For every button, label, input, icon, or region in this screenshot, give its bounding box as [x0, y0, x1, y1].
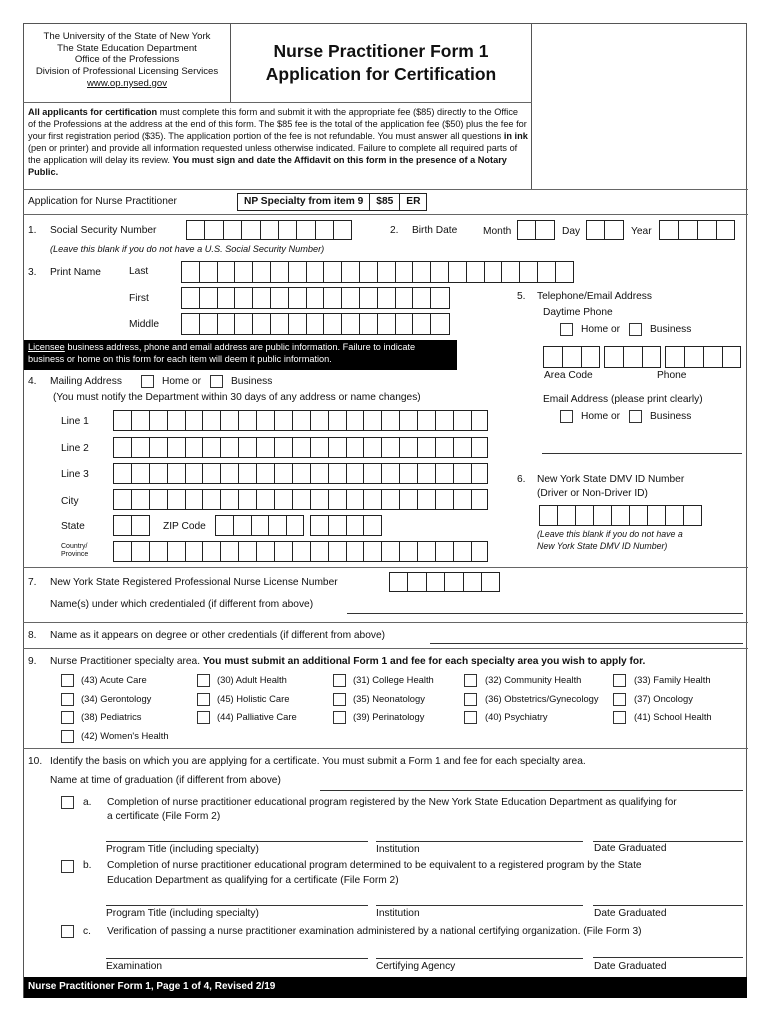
basis-a-text: a certificate (File Form 2): [107, 811, 221, 822]
dmv-id-input[interactable]: [539, 505, 702, 526]
basis-b-text: Completion of nurse practitioner educational program determined to be equivalent to a registered program by the State: [107, 860, 642, 871]
dmv-note-line1: (Leave this blank if you do not have a: [537, 529, 683, 539]
state-input[interactable]: [113, 515, 150, 536]
basis-a-col-label: Date Graduated: [594, 843, 667, 854]
basis-a-institution-input[interactable]: [376, 841, 583, 842]
country-label-line2: Province: [61, 550, 89, 558]
item-number: 4.: [28, 376, 37, 387]
specialty-label-bold: You must submit an additional Form 1 and fee for each specialty area you wish to apply for.: [202, 656, 646, 667]
ssn-input[interactable]: [186, 220, 352, 240]
specialty-checkbox-family-health[interactable]: [613, 674, 626, 687]
intro-bold-lead: All applicants for certification: [28, 107, 158, 117]
specialty-checkbox-holistic-care[interactable]: [197, 693, 210, 706]
specialty-checkbox-oncology[interactable]: [613, 693, 626, 706]
mailing-home-checkbox[interactable]: [141, 375, 154, 388]
mailing-business-label: Business: [231, 376, 273, 387]
basis-c-checkbox[interactable]: [61, 925, 74, 938]
address-change-note: (You must notify the Department within 30 days of any address or name changes): [53, 392, 421, 403]
phone-business-label: Business: [650, 324, 692, 335]
basis-label: Identify the basis on which you are applying for a certificate. You must submit a Form 1 and fee for each specialty area.: [50, 756, 586, 767]
specialty-label: (40) Psychiatry: [485, 711, 548, 722]
birth-month-input[interactable]: [517, 220, 555, 240]
basis-a-text: Completion of nurse practitioner educational program registered by the New York State Education Department as qualifying for: [107, 797, 677, 808]
dmv-note-line2: New York State DMV ID Number): [537, 541, 668, 551]
area-code-input[interactable]: [543, 346, 600, 368]
basis-b-text: Education Department as qualifying for a certificate (File Form 2): [107, 875, 399, 886]
section-rule-10: [23, 748, 748, 749]
specialty-label: (36) Obstetrics/Gynecology: [485, 693, 599, 704]
basis-a-letter: a.: [83, 797, 92, 808]
basis-a-checkbox[interactable]: [61, 796, 74, 809]
specialty-label: (32) Community Health: [485, 674, 582, 685]
agency-line: Office of the Professions: [74, 54, 180, 66]
page-footer: Nurse Practitioner Form 1, Page 1 of 4, Revised 2/19: [24, 977, 747, 998]
specialty-checkbox-pediatrics[interactable]: [61, 711, 74, 724]
specialty-label: (43) Acute Care: [81, 674, 147, 685]
basis-b-date-input[interactable]: [593, 905, 743, 906]
specialty-checkbox-college-health[interactable]: [333, 674, 346, 687]
basis-b-col-label: Institution: [376, 908, 420, 919]
line1-label: Line 1: [61, 416, 89, 427]
middle-name-label: Middle: [129, 319, 160, 330]
country-input[interactable]: [113, 541, 488, 562]
print-name-label: Print Name: [50, 267, 101, 278]
specialty-label: (45) Holistic Care: [217, 693, 290, 704]
specialty-checkbox-acute-care[interactable]: [61, 674, 74, 687]
email-home-label: Home or: [581, 411, 621, 422]
specialty-label-text: Nurse Practitioner specialty area.: [50, 656, 203, 667]
intro-bold-tail: You must sign and date the Affidavit on this form in the presence of a Notary Public.: [28, 154, 507, 177]
intro-bold-ink: in ink: [503, 130, 528, 141]
specialty-checkbox-neonatology[interactable]: [333, 693, 346, 706]
first-name-input[interactable]: [181, 287, 450, 309]
item-number: 10.: [28, 756, 43, 767]
specialty-checkbox-community-health[interactable]: [464, 674, 477, 687]
agency-line: Division of Professional Licensing Services: [35, 66, 219, 78]
birth-date-label: Birth Date: [412, 225, 458, 236]
address-line3-input[interactable]: [113, 463, 488, 484]
mailing-home-label: Home or: [162, 376, 202, 387]
dmv-id-sublabel: (Driver or Non-Driver ID): [537, 488, 648, 499]
basis-c-letter: c.: [83, 926, 91, 937]
month-label: Month: [483, 226, 512, 237]
specialty-label: (35) Neonatology: [353, 693, 425, 704]
title-line-1: Nurse Practitioner Form 1: [273, 41, 489, 61]
email-input[interactable]: [542, 453, 742, 454]
line3-label: Line 3: [61, 469, 89, 480]
application-label: Application for Nurse Practitioner: [28, 196, 177, 207]
basis-b-checkbox[interactable]: [61, 860, 74, 873]
dmv-id-label: New York State DMV ID Number: [537, 474, 685, 485]
specialty-checkbox-obgyn[interactable]: [464, 693, 477, 706]
degree-name-input[interactable]: [430, 643, 743, 644]
specialty-label: (34) Gerontology: [81, 693, 152, 704]
email-business-label: Business: [650, 411, 692, 422]
city-label: City: [61, 496, 79, 507]
fee-cell: $85: [370, 194, 400, 210]
section-rule-8: [23, 622, 748, 623]
specialty-checkbox-womens-health[interactable]: [61, 730, 74, 743]
item-number: 5.: [517, 291, 526, 302]
zip-label: ZIP Code: [163, 521, 206, 532]
agency-header: [24, 24, 230, 102]
agency-line: The State Education Department: [57, 42, 197, 54]
phone-prefix-input[interactable]: [604, 346, 661, 368]
specialty-label: (33) Family Health: [634, 674, 711, 685]
specialty-label: (41) School Health: [634, 711, 712, 722]
specialty-label: (38) Pediatrics: [81, 711, 142, 722]
basis-a-col-label: Institution: [376, 844, 420, 855]
rn-license-label: New York State Registered Professional Nurse License Number: [50, 577, 338, 588]
year-label: Year: [631, 226, 652, 237]
np-specialty-cell: NP Specialty from item 9: [238, 194, 370, 210]
basis-b-col-label: Program Title (including specialty): [106, 908, 259, 919]
last-name-label: Last: [129, 266, 149, 277]
area-code-label: Area Code: [544, 370, 593, 381]
specialty-label: (42) Women's Health: [81, 730, 169, 741]
basis-b-institution-input[interactable]: [376, 905, 583, 906]
ssn-label: Social Security Number: [50, 225, 157, 236]
basis-c-col-label: Examination: [106, 961, 163, 972]
line2-label: Line 2: [61, 443, 89, 454]
basis-c-text: Verification of passing a nurse practitioner examination administered by a national certifying organization. (File Form 3): [107, 926, 642, 937]
last-name-input[interactable]: [181, 261, 574, 283]
country-label-line1: Country/: [61, 543, 88, 550]
phone-home-checkbox[interactable]: [560, 323, 573, 336]
basis-b-program-input[interactable]: [106, 905, 368, 906]
phone-line-input[interactable]: [665, 346, 741, 368]
item-number: 3.: [28, 267, 37, 278]
specialty-label: (30) Adult Health: [217, 674, 287, 685]
middle-name-input[interactable]: [181, 313, 450, 335]
specialty-checkbox-school-health[interactable]: [613, 711, 626, 724]
basis-a-col-label: Program Title (including specialty): [106, 844, 259, 855]
mailing-business-checkbox[interactable]: [210, 375, 223, 388]
email-label: Email Address (please print clearly): [543, 394, 703, 405]
basis-c-col-label: Date Graduated: [594, 961, 667, 972]
state-label: State: [61, 521, 85, 532]
notice-text: business address, phone and email address are public information. Failure to indicate business or home on this form for each item will deem it public information.: [28, 342, 416, 364]
email-home-checkbox[interactable]: [560, 410, 573, 423]
item-number: 2.: [390, 225, 399, 236]
phone-business-checkbox[interactable]: [629, 323, 642, 336]
intro-bottom-rule: [23, 189, 748, 190]
basis-c-examination-input[interactable]: [106, 958, 368, 959]
mailing-address-label: Mailing Address: [50, 376, 122, 387]
basis-b-col-label: Date Graduated: [594, 908, 667, 919]
specialty-label: (37) Oncology: [634, 693, 693, 704]
office-code-box: [237, 193, 427, 211]
intro-text: must complete this form and submit it with the appropriate fee ($85) directly to the Office of the Professions at the address at the end of this form. The $85 fee is the total of the application fee ($50) plus the fee for your first registration period ($35). The application portion of the fee is not refundable. You must answer all questions: [28, 107, 527, 141]
header-bottom-rule: [23, 102, 532, 103]
specialty-checkbox-perinatology[interactable]: [333, 711, 346, 724]
country-label: [61, 543, 88, 558]
basis-c-date-input[interactable]: [593, 957, 743, 958]
agency-line: The University of the State of New York: [43, 31, 211, 42]
birth-year-input[interactable]: [659, 220, 735, 240]
grad-name-input[interactable]: [320, 790, 743, 791]
basis-b-letter: b.: [83, 860, 92, 871]
public-info-notice: [24, 340, 457, 370]
day-label: Day: [562, 226, 581, 237]
item-number: 6.: [517, 474, 526, 485]
intro-text: (pen or printer) and provide all information requested unless otherwise indicated. Failure to complete all required parts of the application will delay its review.: [28, 142, 518, 165]
zip-plus4-input[interactable]: [310, 515, 382, 536]
intro-paragraph: [28, 107, 528, 179]
specialty-checkbox-psychiatry[interactable]: [464, 711, 477, 724]
basis-c-agency-input[interactable]: [376, 958, 583, 959]
item-number: 7.: [28, 577, 37, 588]
daytime-phone-label: Daytime Phone: [543, 307, 613, 318]
basis-c-col-label: Certifying Agency: [376, 961, 456, 972]
item-number: 9.: [28, 656, 37, 667]
basis-a-date-input[interactable]: [593, 841, 743, 842]
first-name-label: First: [129, 293, 149, 304]
basis-a-program-input[interactable]: [106, 841, 368, 842]
telephone-email-label: Telephone/Email Address: [537, 291, 652, 302]
office-use-divider: [531, 23, 532, 190]
code-cell: ER: [406, 196, 421, 207]
website-link[interactable]: www.op.nysed.gov: [87, 77, 167, 89]
grad-name-label: Name at time of graduation (if different from above): [50, 775, 281, 786]
specialty-area-label: [50, 656, 645, 668]
address-line1-input[interactable]: [113, 410, 488, 431]
phone-home-label: Home or: [581, 324, 621, 335]
page-title: [231, 40, 531, 86]
item-number: 8.: [28, 630, 37, 641]
zip-input[interactable]: [215, 515, 304, 536]
address-line2-input[interactable]: [113, 437, 488, 458]
specialty-checkbox-gerontology[interactable]: [61, 693, 74, 706]
specialty-checkbox-adult-health[interactable]: [197, 674, 210, 687]
specialty-label: (44) Palliative Care: [217, 711, 297, 722]
notice-underlined: Licensee: [28, 342, 65, 352]
specialty-checkbox-palliative-care[interactable]: [197, 711, 210, 724]
email-business-checkbox[interactable]: [629, 410, 642, 423]
city-input[interactable]: [113, 489, 488, 510]
ssn-note: (Leave this blank if you do not have a U.S. Social Security Number): [50, 244, 325, 254]
app-row-bottom-rule: [23, 214, 748, 215]
credentialed-names-label: Name(s) under which credentialed (if different from above): [50, 599, 314, 610]
specialty-label: (39) Perinatology: [353, 711, 425, 722]
item-number: 1.: [28, 225, 37, 236]
phone-label: Phone: [657, 370, 687, 381]
credentialed-names-input[interactable]: [347, 613, 743, 614]
specialty-label: (31) College Health: [353, 674, 434, 685]
rn-license-input[interactable]: [389, 572, 500, 592]
degree-name-label: Name as it appears on degree or other credentials (if different from above): [50, 630, 386, 641]
birth-day-input[interactable]: [586, 220, 624, 240]
title-line-2: Application for Certification: [265, 63, 497, 84]
section-rule-9: [23, 648, 748, 649]
section-rule-7: [23, 567, 748, 568]
